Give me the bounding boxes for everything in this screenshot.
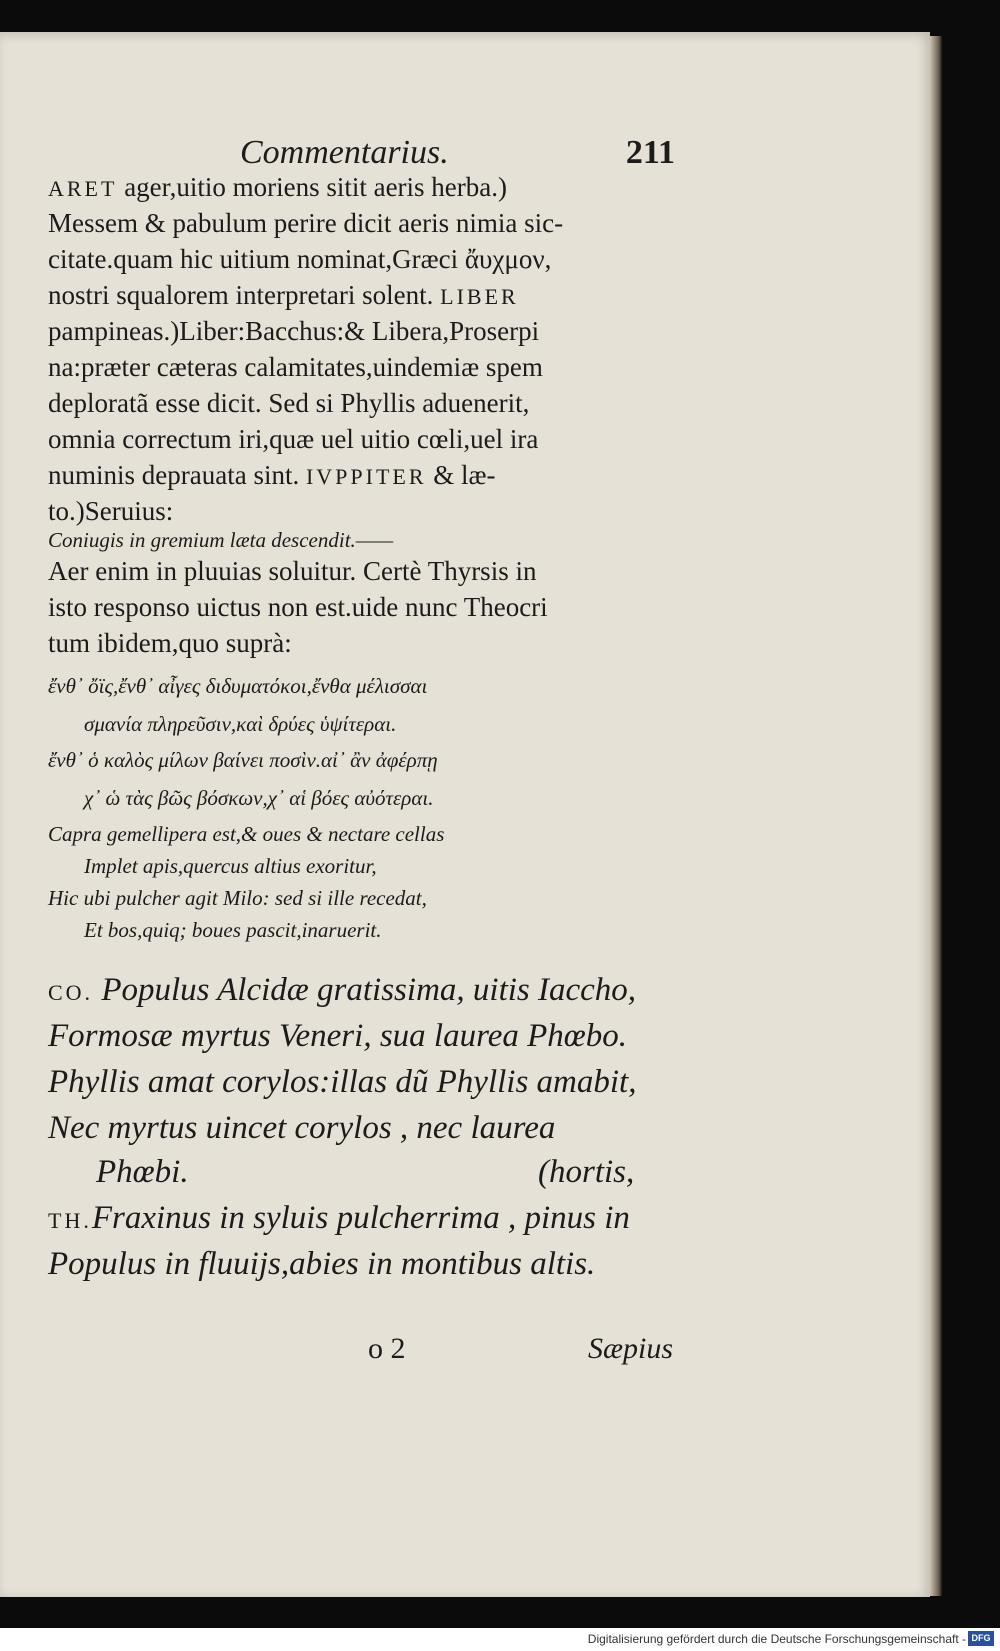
credit-text: Digitalisierung gefördert durch die Deutsche Forschungsgemeinschaft - — [587, 1632, 966, 1646]
text-line: na:præter cæteras calamitates,uindemiæ spem — [48, 352, 543, 382]
lemma: LIBER — [440, 284, 519, 309]
header-title: Commentarius. — [240, 134, 449, 171]
speaker-label: TH. — [48, 1208, 92, 1233]
greek-line: ἔνθ᾽ ὁ καλὸς μίλων βαίνει ποσὶν.αἰ᾽ ἂν ἀφέρπῃ — [48, 748, 438, 772]
page-footer — [48, 1332, 673, 1372]
text-line: nostri squalorem interpretari solent. LIBER — [48, 280, 519, 310]
poem-line: Populus in fluuijs,abies in montibus altis. — [48, 1246, 596, 1282]
poem-line: Phœbi. — [96, 1154, 189, 1190]
poem-line: Formosæ myrtus Veneri, sua laurea Phœbo. — [48, 1018, 628, 1054]
credit-bar — [0, 1628, 1000, 1651]
page-edge — [930, 36, 942, 1596]
greek-line: ἔνθ᾽ ὄϊς,ἔνθ᾽ αἶγες διδυματόκοι,ἔνθα μέλισσαι — [48, 674, 428, 698]
poem-line: Phyllis amat corylos:illas dũ Phyllis amabit, — [48, 1064, 637, 1100]
text-line: omnia correctum iri,quæ uel uitio cœli,uel ira — [48, 424, 539, 454]
text-line: tum ibidem,quo suprà: — [48, 628, 292, 658]
verse-line: Hic ubi pulcher agit Milo: sed si ille recedat, — [48, 886, 427, 910]
text-line: pampineas.)Liber:Bacchus:& Libera,Proserpi — [48, 316, 540, 346]
greek-line: χ᾽ ὡ τὰς βῶς βόσκων,χ᾽ αἱ βόες αὐότεραι. — [84, 786, 434, 810]
text-line: Messem & pabulum perire dicit aeris nimia sic- — [48, 208, 564, 238]
lemma: IVPPITER — [305, 464, 427, 489]
catchword: Sæpius — [587, 1332, 673, 1365]
poem-turnover: (hortis, — [538, 1154, 635, 1190]
poem-line: Nec myrtus uincet corylos , nec laurea — [48, 1110, 556, 1146]
speaker-label: CO. — [48, 980, 94, 1005]
text-line: ARET ager,uitio moriens sitit aeris herba.) — [48, 172, 508, 202]
text-line: to.)Seruius: — [48, 496, 174, 526]
main-text — [48, 172, 673, 1322]
verse-line: Capra gemellipera est,& oues & nectare cellas — [48, 822, 445, 846]
greek-line: σμανία πληρεῦσιν,καὶ δρύες ὑψίτεραι. — [84, 712, 397, 736]
verse-line: Et bos,quiq; boues pascit,inaruerit. — [84, 918, 382, 942]
poem-line: CO. Populus Alcidæ gratissima, uitis Iaccho, — [48, 972, 637, 1008]
quotation: Coniugis in gremium læta descendit.—— — [48, 528, 394, 552]
page-number: 211 — [625, 134, 675, 171]
text-line: numinis deprauata sint. IVPPITER & læ- — [48, 460, 496, 490]
text-line: isto responso uictus non est.uide nunc Theocri — [48, 592, 548, 622]
text-line: deploratã esse dicit. Sed si Phyllis aduenerit, — [48, 388, 530, 418]
poem-line: TH.Fraxinus in syluis pulcherrima , pinus in — [48, 1200, 630, 1236]
verse-line: Implet apis,quercus altius exoritur, — [84, 854, 377, 878]
dfg-logo: DFG — [968, 1631, 994, 1646]
lemma: ARET — [48, 176, 118, 201]
text-line: Aer enim in pluuias soluitur. Certè Thyrsis in — [48, 556, 537, 586]
text-line: citate.quam hic uitium nominat,Græci ἄυχμον, — [48, 244, 552, 274]
signature-mark: o 2 — [368, 1332, 406, 1365]
